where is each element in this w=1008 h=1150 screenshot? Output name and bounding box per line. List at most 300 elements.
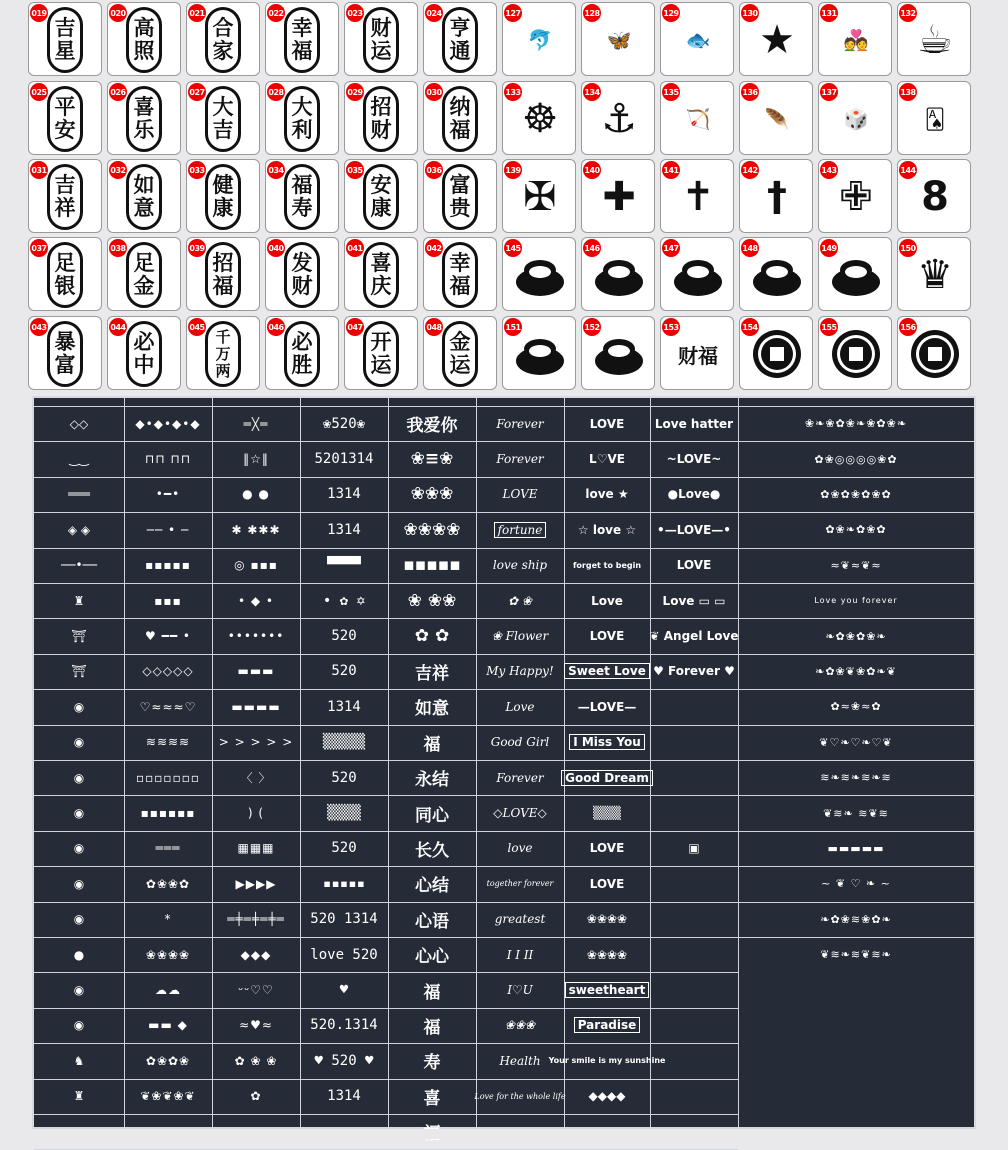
symbol-tile[interactable] <box>660 2 734 76</box>
pattern-cell[interactable] <box>301 1080 387 1113</box>
pill-frame <box>284 164 320 230</box>
tile-character: 千 <box>215 327 231 346</box>
pattern-label: 心语 <box>415 911 449 932</box>
pattern-cell[interactable] <box>477 478 563 511</box>
text-tile[interactable] <box>265 2 339 76</box>
text-tile[interactable] <box>265 159 339 233</box>
text-tile[interactable] <box>28 237 102 311</box>
pattern-label: 福 <box>423 982 441 1003</box>
pattern-cell[interactable] <box>213 796 299 829</box>
text-tile[interactable] <box>28 316 102 390</box>
pattern-cell[interactable] <box>565 1080 649 1113</box>
pattern-cell[interactable] <box>389 1009 475 1042</box>
pattern-cell[interactable] <box>301 726 387 759</box>
symbol-tile[interactable] <box>660 81 734 155</box>
symbol-tile[interactable] <box>897 81 971 155</box>
pattern-cell[interactable] <box>565 549 649 582</box>
pattern-cell[interactable] <box>739 973 973 1006</box>
tile-character: 喜 <box>133 95 155 119</box>
pattern-cell[interactable] <box>739 867 973 900</box>
text-tile[interactable] <box>265 81 339 155</box>
pattern-cell[interactable] <box>35 761 123 794</box>
pattern-cell[interactable] <box>651 1080 737 1113</box>
pattern-label: ◇◇ <box>69 416 89 431</box>
pattern-cell[interactable] <box>213 1009 299 1042</box>
pattern-cell[interactable] <box>389 619 475 652</box>
pattern-label: 520.1314 <box>310 1017 378 1034</box>
pattern-cell[interactable] <box>477 903 563 936</box>
tile-character: 运 <box>449 353 471 377</box>
symbol-tile[interactable] <box>502 2 576 76</box>
pattern-cell[interactable] <box>301 549 387 582</box>
pattern-label: Forever <box>496 416 544 431</box>
pattern-cell[interactable] <box>301 584 387 617</box>
pattern-cell[interactable] <box>565 761 649 794</box>
text-tile[interactable] <box>423 316 497 390</box>
text-tile[interactable] <box>423 159 497 233</box>
pattern-cell[interactable] <box>651 513 737 546</box>
pattern-label: Good Dream <box>561 770 653 786</box>
pattern-cell[interactable] <box>213 973 299 1006</box>
text-tile[interactable] <box>186 159 260 233</box>
pattern-label: ● ● <box>242 487 270 502</box>
pattern-cell[interactable] <box>35 1044 123 1077</box>
symbol-tile[interactable] <box>739 2 813 76</box>
pattern-cell[interactable] <box>651 903 737 936</box>
pattern-cell[interactable] <box>35 1009 123 1042</box>
tile-number-badge: 037 <box>30 239 48 257</box>
symbol-tile[interactable] <box>502 159 576 233</box>
pattern-cell[interactable] <box>35 832 123 865</box>
pattern-cell[interactable] <box>125 796 211 829</box>
pattern-cell[interactable] <box>739 1009 973 1042</box>
pattern-cell[interactable] <box>213 478 299 511</box>
text-tile[interactable] <box>107 81 181 155</box>
pattern-label: 福 <box>423 1017 441 1038</box>
symbol-tile[interactable] <box>739 316 813 390</box>
pattern-cell[interactable] <box>125 903 211 936</box>
pattern-cell[interactable] <box>125 1044 211 1077</box>
text-tile[interactable] <box>28 81 102 155</box>
text-tile[interactable] <box>265 237 339 311</box>
pattern-cell[interactable] <box>565 407 649 440</box>
text-tile[interactable] <box>423 2 497 76</box>
pattern-cell[interactable] <box>125 1080 211 1113</box>
pattern-cell[interactable] <box>739 690 973 723</box>
pattern-cell[interactable] <box>301 407 387 440</box>
pattern-cell[interactable] <box>477 726 563 759</box>
pattern-cell[interactable] <box>301 690 387 723</box>
tile-character: 平 <box>54 95 76 119</box>
text-tile[interactable] <box>344 316 418 390</box>
pattern-cell[interactable] <box>477 938 563 971</box>
pattern-cell[interactable] <box>477 655 563 688</box>
text-tile[interactable] <box>107 316 181 390</box>
pattern-cell[interactable] <box>125 867 211 900</box>
pattern-cell[interactable] <box>125 761 211 794</box>
pattern-cell[interactable] <box>651 619 737 652</box>
pattern-label: ▪▪▪▪▪▪ <box>140 806 196 821</box>
text-tile[interactable] <box>344 2 418 76</box>
pattern-cell[interactable] <box>35 513 123 546</box>
pattern-cell[interactable] <box>125 938 211 971</box>
pattern-cell[interactable] <box>301 655 387 688</box>
pattern-label: ◉ <box>73 806 85 821</box>
pattern-cell[interactable] <box>565 726 649 759</box>
symbol-tile[interactable] <box>818 81 892 155</box>
pattern-cell[interactable] <box>213 442 299 475</box>
symbol-tile[interactable] <box>502 237 576 311</box>
pattern-cell[interactable] <box>651 690 737 723</box>
pattern-label: ❧✿❀≋❀✿❧ <box>820 912 892 926</box>
pattern-cell[interactable] <box>301 832 387 865</box>
symbol-tile[interactable] <box>897 316 971 390</box>
pattern-label: Love for the whole life <box>474 1091 566 1101</box>
ornate-cross-icon: ✙ <box>839 174 873 220</box>
pattern-cell[interactable] <box>125 690 211 723</box>
pattern-cell[interactable] <box>739 619 973 652</box>
pattern-cell[interactable] <box>35 442 123 475</box>
pattern-cell[interactable] <box>35 938 123 971</box>
pattern-cell[interactable] <box>35 726 123 759</box>
pattern-cell[interactable] <box>739 442 973 475</box>
pattern-cell[interactable] <box>565 655 649 688</box>
pattern-cell[interactable] <box>477 1009 563 1042</box>
text-tile[interactable] <box>344 81 418 155</box>
pattern-cell[interactable] <box>301 796 387 829</box>
pattern-cell[interactable] <box>35 796 123 829</box>
text-tile[interactable] <box>28 159 102 233</box>
tile-number-badge: 022 <box>267 4 285 22</box>
pattern-cell[interactable] <box>125 726 211 759</box>
pattern-cell[interactable] <box>125 655 211 688</box>
pattern-cell[interactable] <box>213 867 299 900</box>
tile-character: 金 <box>133 274 155 298</box>
symbol-tile[interactable] <box>818 159 892 233</box>
pattern-cell[interactable] <box>389 478 475 511</box>
pattern-cell[interactable] <box>739 584 973 617</box>
pattern-cell[interactable] <box>739 513 973 546</box>
pattern-cell[interactable] <box>651 655 737 688</box>
pattern-cell[interactable] <box>389 761 475 794</box>
symbol-tile[interactable] <box>581 81 655 155</box>
symbol-tile[interactable] <box>818 2 892 76</box>
pattern-cell[interactable] <box>651 796 737 829</box>
text-tile[interactable] <box>423 237 497 311</box>
pattern-label: ☁☁ <box>155 983 181 998</box>
tile-character: 大 <box>212 95 234 119</box>
pattern-cell[interactable] <box>301 938 387 971</box>
symbol-tile[interactable] <box>818 237 892 311</box>
text-tile[interactable] <box>186 2 260 76</box>
pattern-cell[interactable] <box>35 584 123 617</box>
cross-icon: ✚ <box>602 174 636 220</box>
pattern-cell[interactable] <box>548 1044 666 1077</box>
money-bag-icon <box>590 325 648 383</box>
pill-frame <box>363 242 399 308</box>
pattern-cell[interactable] <box>301 478 387 511</box>
pattern-cell[interactable] <box>389 584 475 617</box>
pattern-cell[interactable] <box>565 973 649 1006</box>
pattern-cell[interactable] <box>125 1009 211 1042</box>
text-tile[interactable] <box>344 237 418 311</box>
pill-frame <box>284 321 320 387</box>
symbol-tile[interactable] <box>897 159 971 233</box>
tile-character: 富 <box>54 353 76 377</box>
pattern-cell[interactable] <box>301 761 387 794</box>
text-tile[interactable] <box>186 81 260 155</box>
tile-number-badge: 137 <box>820 83 838 101</box>
pattern-cell[interactable] <box>565 584 649 617</box>
tile-character: 中 <box>133 353 155 377</box>
symbol-tile[interactable] <box>581 159 655 233</box>
pattern-label: ❀≡❀ <box>410 449 454 470</box>
pattern-cell[interactable] <box>651 726 737 759</box>
pattern-cell[interactable] <box>565 513 649 546</box>
text-tile[interactable] <box>107 237 181 311</box>
pattern-cell[interactable] <box>35 690 123 723</box>
pattern-cell[interactable] <box>477 407 563 440</box>
pattern-cell[interactable] <box>477 832 563 865</box>
pattern-cell[interactable] <box>739 726 973 759</box>
tile-character: 福 <box>291 173 313 197</box>
pattern-label: Love <box>591 593 623 608</box>
pattern-cell[interactable] <box>213 938 299 971</box>
pattern-cell[interactable] <box>651 584 737 617</box>
pattern-cell[interactable] <box>213 619 299 652</box>
pattern-label: Forever <box>496 452 544 467</box>
tile-number-badge: 029 <box>346 83 364 101</box>
pattern-cell[interactable] <box>389 407 475 440</box>
pattern-cell[interactable] <box>651 761 737 794</box>
pattern-cell[interactable] <box>477 761 563 794</box>
symbol-tile[interactable] <box>739 237 813 311</box>
pattern-cell[interactable] <box>565 832 649 865</box>
pattern-cell[interactable] <box>739 655 973 688</box>
pattern-cell[interactable] <box>739 938 973 971</box>
pattern-cell[interactable] <box>389 903 475 936</box>
pattern-cell[interactable] <box>739 761 973 794</box>
pattern-cell[interactable] <box>651 442 737 475</box>
pattern-cell[interactable] <box>739 1044 973 1077</box>
pattern-label: ▣ <box>688 841 700 856</box>
pattern-cell[interactable] <box>213 690 299 723</box>
tile-number-badge: 026 <box>109 83 127 101</box>
tile-number-badge: 023 <box>346 4 364 22</box>
pattern-cell[interactable] <box>389 796 475 829</box>
pattern-cell[interactable] <box>565 903 649 936</box>
text-tile[interactable] <box>186 316 260 390</box>
pattern-cell[interactable] <box>125 973 211 1006</box>
pattern-cell[interactable] <box>739 1080 973 1113</box>
pattern-cell[interactable] <box>477 796 563 829</box>
pattern-cell[interactable] <box>651 1044 737 1077</box>
pattern-label: * <box>164 912 172 927</box>
pattern-cell[interactable] <box>739 832 973 865</box>
symbol-tile[interactable] <box>502 316 576 390</box>
pattern-cell[interactable] <box>125 478 211 511</box>
pattern-label: 520 <box>331 628 357 645</box>
pattern-label: ▬▬▬ <box>237 664 275 679</box>
pattern-cell[interactable] <box>213 549 299 582</box>
pattern-cell[interactable] <box>35 973 123 1006</box>
pattern-cell[interactable] <box>477 584 563 617</box>
pattern-cell[interactable] <box>213 726 299 759</box>
pattern-cell[interactable] <box>125 832 211 865</box>
pattern-cell[interactable] <box>389 690 475 723</box>
pattern-cell[interactable] <box>301 619 387 652</box>
symbol-tile[interactable] <box>660 237 734 311</box>
pattern-cell[interactable] <box>477 690 563 723</box>
pattern-cell[interactable] <box>35 867 123 900</box>
pattern-cell[interactable] <box>477 513 563 546</box>
pattern-label: love ship <box>492 558 548 573</box>
pattern-cell[interactable] <box>213 407 299 440</box>
pattern-label: Love <box>505 699 535 714</box>
symbol-tile[interactable] <box>818 316 892 390</box>
pattern-cell[interactable] <box>35 655 123 688</box>
pattern-cell[interactable] <box>565 619 649 652</box>
pattern-cell[interactable] <box>389 938 475 971</box>
pattern-cell[interactable] <box>739 407 973 440</box>
pattern-label: LOVE <box>502 487 538 502</box>
pattern-cell[interactable] <box>389 832 475 865</box>
pattern-label: 心结 <box>415 876 449 897</box>
pattern-cell[interactable] <box>565 478 649 511</box>
symbol-tile[interactable] <box>660 159 734 233</box>
pattern-cell[interactable] <box>213 1044 299 1077</box>
pattern-cell[interactable] <box>651 478 737 511</box>
tile-number-badge: 140 <box>583 161 601 179</box>
pattern-cell[interactable] <box>565 442 649 475</box>
pattern-cell[interactable] <box>301 867 387 900</box>
pattern-cell[interactable] <box>565 796 649 829</box>
pattern-cell[interactable] <box>651 549 737 582</box>
pattern-cell[interactable] <box>35 549 123 582</box>
pattern-cell[interactable] <box>389 973 475 1006</box>
text-tile[interactable] <box>423 81 497 155</box>
pattern-cell[interactable] <box>301 1044 387 1077</box>
pattern-cell[interactable] <box>389 1080 475 1113</box>
pattern-cell[interactable] <box>739 478 973 511</box>
pattern-cell[interactable] <box>477 973 563 1006</box>
pattern-cell[interactable] <box>213 584 299 617</box>
pattern-cell[interactable] <box>739 549 973 582</box>
pattern-cell[interactable] <box>35 1080 123 1113</box>
pattern-cell[interactable] <box>125 407 211 440</box>
pattern-cell[interactable] <box>389 513 475 546</box>
pattern-cell[interactable] <box>651 832 737 865</box>
pattern-cell[interactable] <box>213 655 299 688</box>
pattern-cell[interactable] <box>125 584 211 617</box>
text-tile[interactable] <box>28 2 102 76</box>
symbol-tile[interactable] <box>739 81 813 155</box>
pattern-label: ❀❀❀ <box>504 1018 536 1033</box>
pattern-cell[interactable] <box>125 513 211 546</box>
pattern-cell[interactable] <box>389 442 475 475</box>
pattern-cell[interactable] <box>35 619 123 652</box>
pattern-cell[interactable] <box>739 796 973 829</box>
pattern-cell[interactable] <box>651 938 737 971</box>
pattern-cell[interactable] <box>565 867 649 900</box>
pattern-cell[interactable] <box>389 549 475 582</box>
pattern-cell[interactable] <box>301 442 387 475</box>
pattern-cell[interactable] <box>477 442 563 475</box>
pill-frame <box>363 7 399 73</box>
pattern-cell[interactable] <box>565 1009 649 1042</box>
text-tile[interactable] <box>107 159 181 233</box>
pattern-label: ▀▀▀▀ <box>327 557 361 574</box>
pattern-cell[interactable] <box>35 903 123 936</box>
pattern-cell[interactable] <box>125 549 211 582</box>
pattern-cell[interactable] <box>565 938 649 971</box>
pattern-cell[interactable] <box>389 867 475 900</box>
pattern-cell[interactable] <box>651 973 737 1006</box>
symbol-tile[interactable] <box>897 237 971 311</box>
pattern-cell[interactable] <box>213 903 299 936</box>
pattern-cell[interactable] <box>651 407 737 440</box>
tile-character: 高 <box>133 16 155 40</box>
pattern-cell[interactable] <box>301 513 387 546</box>
pattern-label: ❀❀❀❀ <box>145 947 191 962</box>
text-tile[interactable] <box>265 316 339 390</box>
pattern-cell[interactable] <box>213 513 299 546</box>
pattern-cell[interactable] <box>213 832 299 865</box>
symbol-tile[interactable] <box>581 2 655 76</box>
pattern-cell[interactable] <box>301 1009 387 1042</box>
pattern-cell[interactable] <box>389 1044 475 1077</box>
pattern-cell[interactable] <box>125 619 211 652</box>
symbol-tile[interactable] <box>502 81 576 155</box>
pattern-cell[interactable] <box>389 655 475 688</box>
pattern-cell[interactable] <box>477 867 563 900</box>
pattern-label: ▦▦▦ <box>237 841 275 856</box>
pattern-cell[interactable] <box>213 761 299 794</box>
tile-number-badge: 127 <box>504 4 522 22</box>
pattern-cell[interactable] <box>213 1080 299 1113</box>
symbol-tile[interactable] <box>660 316 734 390</box>
pattern-cell[interactable] <box>651 1009 737 1042</box>
pill-frame <box>284 7 320 73</box>
text-tile[interactable] <box>107 2 181 76</box>
pattern-cell[interactable] <box>651 867 737 900</box>
pattern-cell[interactable] <box>565 690 649 723</box>
pattern-label: sweetheart <box>565 982 650 998</box>
tile-character: 庆 <box>370 274 392 298</box>
pattern-cell[interactable] <box>301 903 387 936</box>
text-tile[interactable] <box>186 237 260 311</box>
pattern-cell[interactable] <box>477 549 563 582</box>
pattern-label: L♡VE <box>589 452 625 467</box>
pattern-cell[interactable] <box>301 973 387 1006</box>
pattern-cell[interactable] <box>739 903 973 936</box>
pattern-cell[interactable] <box>125 442 211 475</box>
pattern-cell[interactable] <box>35 407 123 440</box>
symbol-tile[interactable] <box>581 237 655 311</box>
pattern-cell[interactable] <box>35 478 123 511</box>
pattern-cell[interactable] <box>389 726 475 759</box>
text-tile[interactable] <box>344 159 418 233</box>
symbol-tile[interactable] <box>581 316 655 390</box>
dice-icon: 🎲 <box>843 107 869 131</box>
ingot-coin-icon <box>511 325 569 383</box>
symbol-tile[interactable] <box>739 159 813 233</box>
pattern-cell[interactable] <box>474 1080 566 1113</box>
pill-frame <box>442 86 478 152</box>
pattern-cell[interactable] <box>477 619 563 652</box>
pattern-label: LOVE <box>589 416 625 431</box>
symbol-tile[interactable] <box>897 2 971 76</box>
